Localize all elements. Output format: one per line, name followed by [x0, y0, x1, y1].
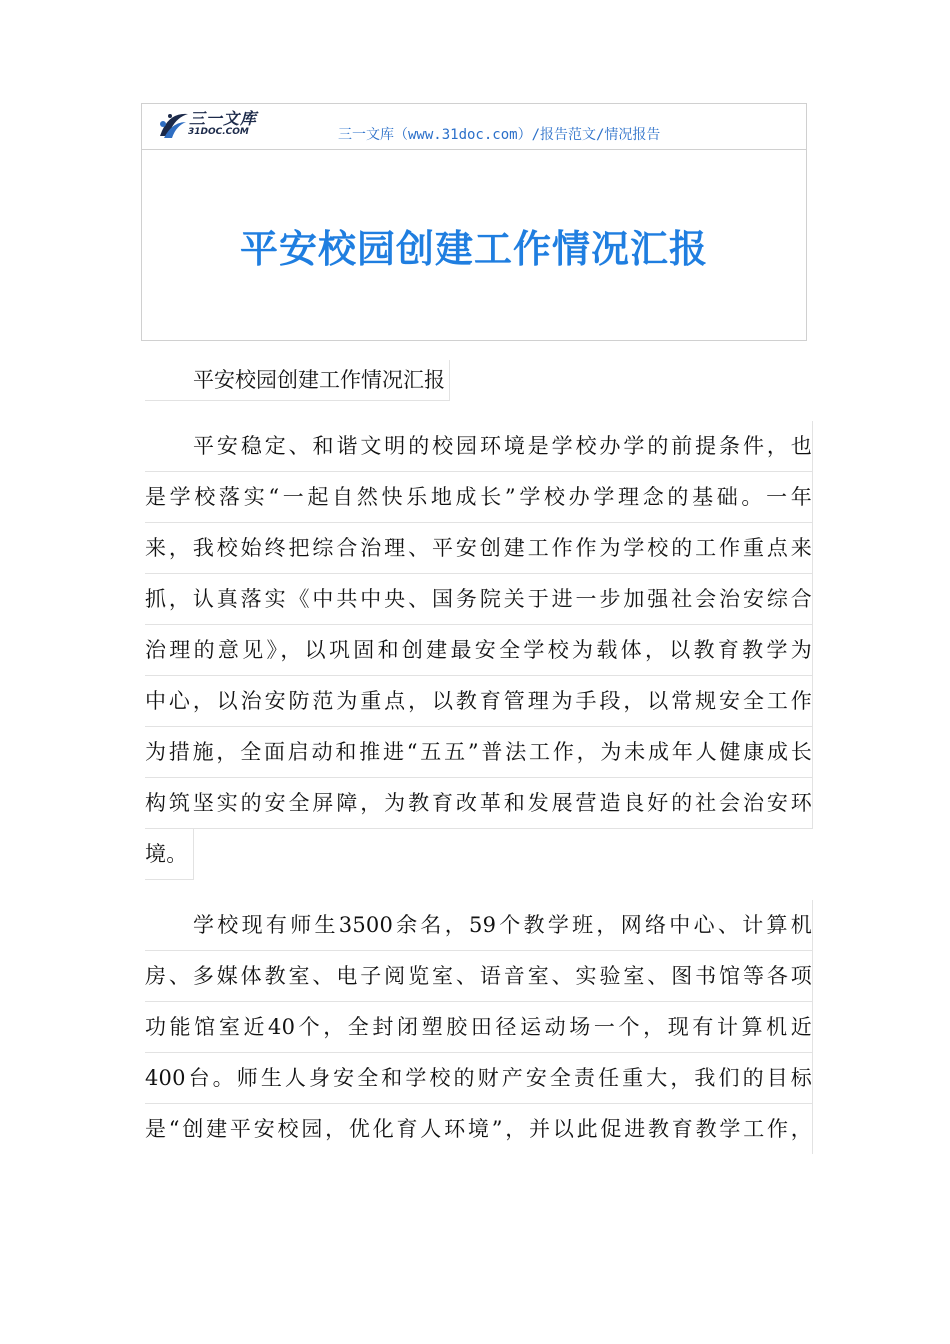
logo-text: 三一文库 [189, 109, 258, 128]
text-line: 境。 [145, 829, 194, 880]
text-line: 房、多媒体教室、电子阅览室、语音室、实验室、图书馆等各项 [145, 951, 813, 1002]
text-line: 学校现有师生3500余名，59个教学班，网络中心、计算机 [145, 900, 813, 951]
paragraph-2 [145, 900, 813, 1154]
text-line: 治理的意见》，以巩固和创建最安全学校为载体，以教育教学为 [145, 625, 813, 676]
text-line: 400台。师生人身安全和学校的财产安全责任重大，我们的目标 [145, 1053, 813, 1104]
breadcrumb[interactable]: 三一文库（www.31doc.com）/报告范文/情况报告 [338, 127, 661, 143]
logo-swoosh-icon [154, 106, 194, 146]
document-subtitle: 平安校园创建工作情况汇报 [145, 360, 450, 401]
site-logo[interactable] [154, 106, 284, 146]
text-line: 功能馆室近40个，全封闭塑胶田径运动场一个，现有计算机近 [145, 1002, 813, 1053]
document-header [141, 103, 807, 341]
text-line: 抓，认真落实《中共中央、国务院关于进一步加强社会治安综合 [145, 574, 813, 625]
document-body [145, 360, 813, 1154]
text-line: 是“创建平安校园，优化育人环境”，并以此促进教育教学工作， [145, 1104, 813, 1154]
text-line: 中心，以治安防范为重点，以教育管理为手段，以常规安全工作 [145, 676, 813, 727]
text-line: 来，我校始终把综合治理、平安创建工作作为学校的工作重点来 [145, 523, 813, 574]
logo-domain: 31DOC.COM [188, 127, 249, 137]
header-divider [142, 149, 806, 150]
page-title: 平安校园创建工作情况汇报 [239, 227, 708, 271]
text-line: 构筑坚实的安全屏障，为教育改革和发展营造良好的社会治安环 [145, 778, 813, 829]
text-line: 平安稳定、和谐文明的校园环境是学校办学的前提条件，也 [145, 421, 813, 472]
text-line: 为措施，全面启动和推进“五五”普法工作，为未成年人健康成长 [145, 727, 813, 778]
paragraph-1 [145, 421, 813, 880]
text-line: 是学校落实“一起自然快乐地成长”学校办学理念的基础。一年 [145, 472, 813, 523]
